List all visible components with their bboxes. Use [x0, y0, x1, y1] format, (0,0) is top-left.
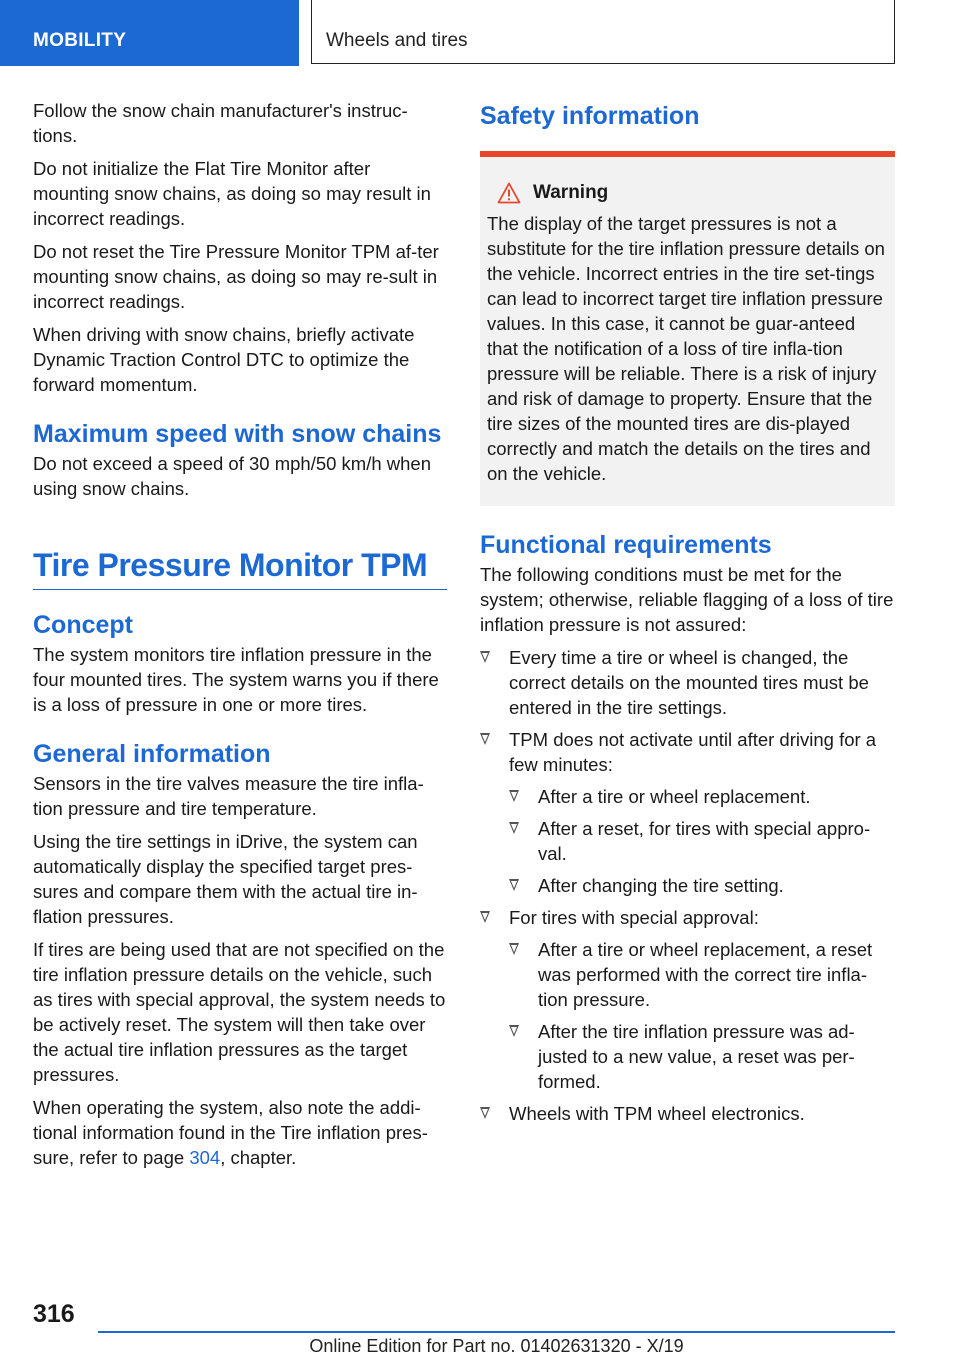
bullet-triangle-icon: [509, 943, 519, 955]
paragraph-text: When operating the system, also note the addi-tional information found in the Tire inflation pres-sure, refer to page: [33, 1097, 428, 1168]
heading-max-speed: Maximum speed with snow chains: [33, 420, 442, 448]
heading-functional-requirements: Functional requirements: [480, 531, 772, 559]
warning-box: [480, 151, 895, 506]
edition-footer: Online Edition for Part no. 01402631320 - X/19: [309, 1336, 684, 1356]
paragraph: Do not initialize the Flat Tire Monitor after mounting snow chains, as doing so may result in incorrect readings.: [33, 158, 431, 229]
paragraph: The system monitors tire inflation pressure in the four mounted tires. The system warns you if there is a loss of pressure in one or more tires.: [33, 644, 439, 715]
sub-list: [509, 937, 895, 1094]
warning-triangle-icon: [497, 182, 521, 204]
paragraph: The following conditions must be met for the system; otherwise, reliable flagging of a loss of tire inflation pressure is not assured:: [480, 564, 894, 635]
sub-list: [509, 784, 895, 898]
paragraph: If tires are being used that are not specified on the tire inflation pressure details on the vehicle, such as tires with special approval, the system needs to be actively reset. The system will then take over the actual tire inflation pressures as the target pressures.: [33, 939, 446, 1085]
paragraph-with-reference: [33, 1095, 447, 1170]
list-item: After a tire or wheel replacement, a reset was performed with the correct tire infla-tion pressure.: [509, 937, 895, 1012]
warning-header: [487, 180, 887, 205]
bullet-triangle-icon: [509, 1025, 519, 1037]
paragraph-text: , chapter.: [220, 1147, 297, 1168]
paragraph: Do not exceed a speed of 30 mph/50 km/h when using snow chains.: [33, 453, 432, 499]
bullet-triangle-icon: [509, 790, 519, 802]
chapter-title: Wheels and tires: [311, 0, 895, 64]
list-item: After a reset, for tires with special appro-val.: [509, 816, 895, 866]
right-column: [480, 98, 895, 1133]
page-header: [0, 0, 960, 66]
page-reference-link[interactable]: 304: [189, 1147, 221, 1168]
warning-text: The display of the target pressures is not a substitute for the tire inflation pressure details on the vehicle. Incorrect entries in the tire set-tings can lead to incorrect target tire inflation pressure values. In this case, it cannot be guar-anteed that the notification of a loss of tire infla-tion pressure will be reliable. There is a risk of injury and risk of damage to property. Ensure that the tire sizes of the mounted tires are dis-played correctly and match the details on the tires and on the vehicle.: [487, 213, 885, 484]
list-item: After a tire or wheel replacement.: [509, 784, 895, 809]
warning-label: Warning: [533, 182, 609, 203]
bullet-triangle-icon: [480, 1107, 490, 1119]
section-tab: MOBILITY: [0, 0, 299, 66]
bullet-triangle-icon: [480, 911, 490, 923]
paragraph: Using the tire settings in iDrive, the system can automatically display the specified target pres-sures and compare them with the actual tire in-flation pressures.: [33, 831, 418, 927]
footer-divider: [98, 1331, 895, 1333]
bullet-triangle-icon: [509, 879, 519, 891]
list-item: After changing the tire setting.: [509, 873, 895, 898]
heading-general-information: General information: [33, 740, 271, 768]
requirements-list: [480, 645, 895, 1126]
paragraph: Sensors in the tire valves measure the tire infla-tion pressure and tire temperature.: [33, 773, 424, 819]
list-item: Wheels with TPM wheel electronics.: [480, 1101, 895, 1126]
paragraph: When driving with snow chains, briefly activate Dynamic Traction Control DTC to optimize the forward momentum.: [33, 324, 415, 395]
heading-concept: Concept: [33, 611, 133, 639]
list-item: After the tire inflation pressure was ad-justed to a new value, a reset was per-formed.: [509, 1019, 895, 1094]
bullet-triangle-icon: [509, 822, 519, 834]
list-item: Every time a tire or wheel is changed, the correct details on the mounted tires must be entered in the tire settings.: [480, 645, 895, 720]
list-item: TPM does not activate until after driving for a few minutes: After a tire or wheel replacement. After a reset, for tires with special appro-val. After changing the tire setting.: [480, 727, 895, 898]
heading-tpm: Tire Pressure Monitor TPM: [33, 545, 447, 590]
heading-safety-information: Safety information: [480, 102, 700, 130]
page-number: 316: [33, 1300, 75, 1328]
left-column: [33, 98, 447, 1178]
paragraph: Do not reset the Tire Pressure Monitor TPM af-ter mounting snow chains, as doing so may re-sult in incorrect readings.: [33, 241, 439, 312]
paragraph: Follow the snow chain manufacturer's instruc-tions.: [33, 100, 408, 146]
bullet-triangle-icon: [480, 733, 490, 745]
list-item: For tires with special approval: After a tire or wheel replacement, a reset was performed with the correct tire infla-tion pressure. After the tire inflation pressure was ad-justed to a new value, a reset was per-formed.: [480, 905, 895, 1094]
bullet-triangle-icon: [480, 651, 490, 663]
